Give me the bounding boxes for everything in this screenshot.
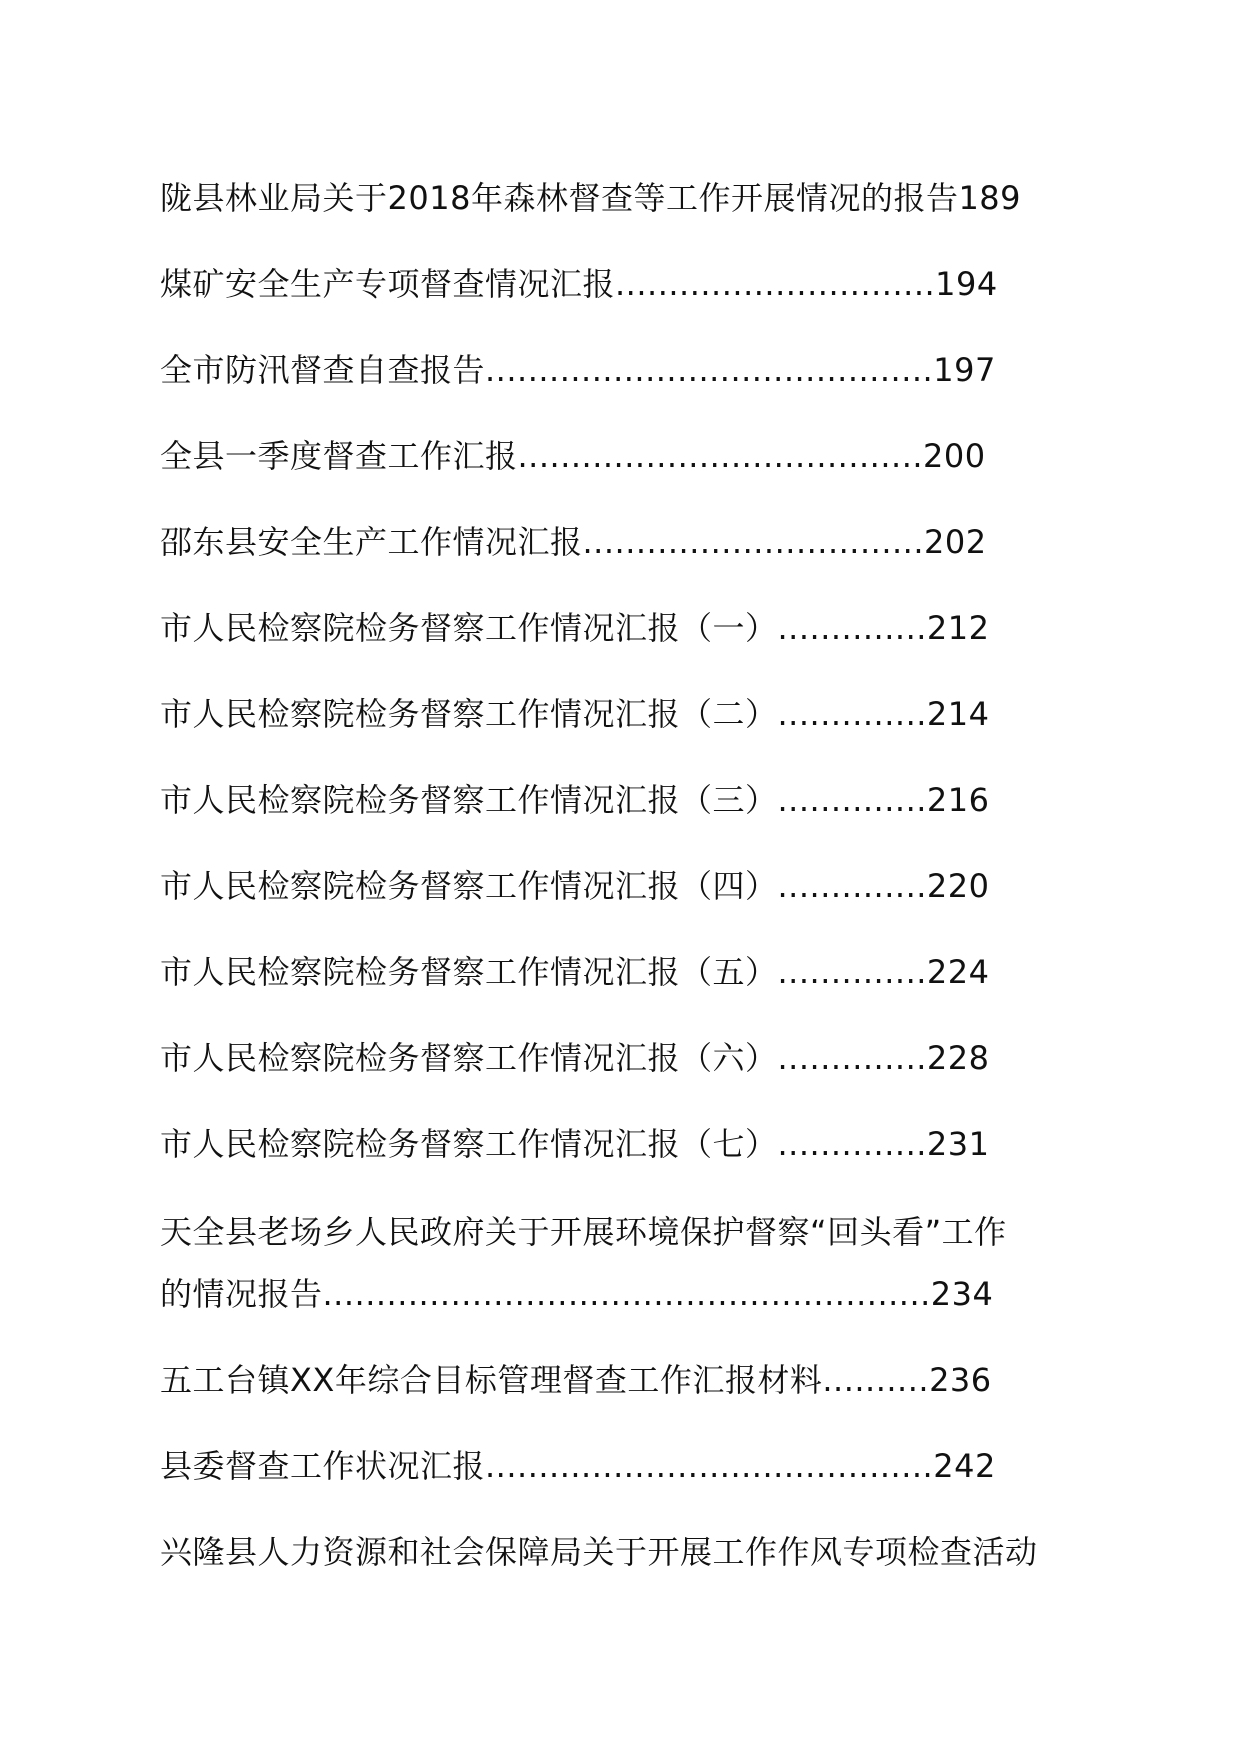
toc-entry: 市人民检察院检务督察工作情况汇报（四）..............220: [160, 867, 990, 905]
toc-entry: 市人民检察院检务督察工作情况汇报（五）..............224: [160, 953, 990, 991]
toc-entry-wrapped: 天全县老场乡人民政府关于开展环境保护督察“回头看”工作: [160, 1213, 1007, 1251]
toc-entry: 邵东县安全生产工作情况汇报................................202: [160, 523, 987, 561]
toc-entry: 县委督查工作状况汇报..........................................242: [160, 1447, 996, 1485]
toc-entry: 市人民检察院检务督察工作情况汇报（七）..............231: [160, 1125, 990, 1163]
toc-entry: 市人民检察院检务督察工作情况汇报（一）..............212: [160, 609, 990, 647]
toc-entry: 五工台镇XX年综合目标管理督查工作汇报材料..........236: [160, 1361, 992, 1399]
toc-entry: 全县一季度督查工作汇报......................................200: [160, 437, 986, 475]
toc-entry: 市人民检察院检务督察工作情况汇报（六）..............228: [160, 1039, 990, 1077]
toc-entry: 兴隆县人力资源和社会保障局关于开展工作作风专项检查活动: [160, 1533, 1038, 1571]
toc-entry: 煤矿安全生产专项督查情况汇报..............................194: [160, 265, 998, 303]
toc-entry: 全市防汛督查自查报告..........................................197: [160, 351, 996, 389]
toc-entry-continuation: 的情况报告.........................................................234: [160, 1275, 994, 1313]
toc-entry: 市人民检察院检务督察工作情况汇报（三）..............216: [160, 781, 990, 819]
toc-entry: 市人民检察院检务督察工作情况汇报（二）..............214: [160, 695, 990, 733]
toc-entry: 陇县林业局关于2018年森林督查等工作开展情况的报告189: [160, 179, 1022, 217]
